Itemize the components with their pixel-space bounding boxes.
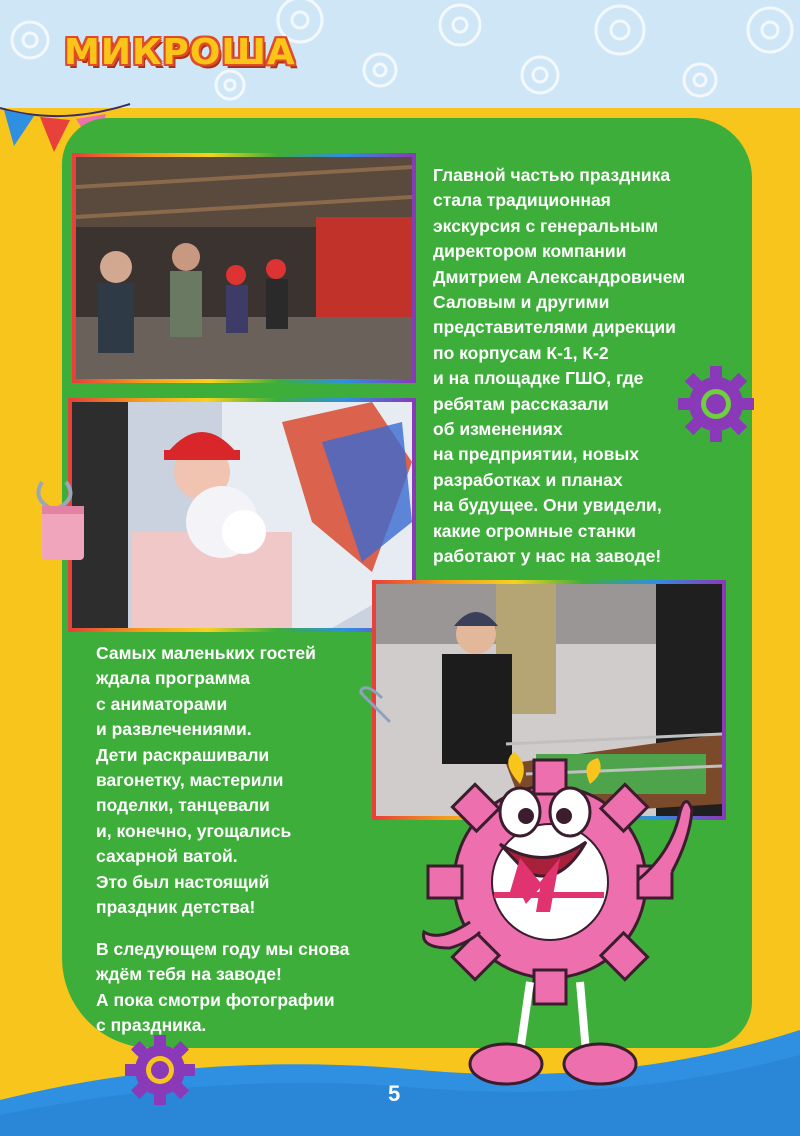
binder-clip-icon [28, 478, 88, 568]
gear-icon [124, 1034, 196, 1106]
kids-text-block [96, 641, 356, 920]
paper-clip-icon [352, 680, 398, 726]
next-year-paragraph: В следующем году мы снова ждём тебя на заводе! А пока смотри фотографии с праздника. [96, 939, 350, 1036]
girl-cotton-candy-image [72, 402, 412, 628]
kids-paragraph: Самых маленьких гостей ждала программа с аниматорами и развлечениями. Дети раскрашивали вагонетку, мастерили поделки, танцевали и, конечно, угощались сахарной ватой. Это был настоящий праздник детства! [96, 643, 316, 918]
tour-paragraph: Главной частью праздника стала традиционная экскурсия с генеральным директором компании Дмитрием Александровичем Саловым и другими представителями дирекции по корпусам К-1, К-2 и на площадке ГШО, где ребятам рассказали об изменениях на предприятии, новых разработках и планах на будущее. Они увидели, какие огромные станки работают у нас на заводе! [433, 165, 686, 567]
logo-text: МИКРОША [64, 32, 296, 73]
factory-tour-photo [72, 153, 416, 383]
girl-cotton-candy-photo [68, 398, 416, 632]
factory-tour-image [76, 157, 412, 379]
page-number: 5 [388, 1081, 401, 1106]
mascot-gear-icon [410, 752, 720, 1092]
tour-text-block [433, 163, 733, 570]
header-banner [0, 0, 800, 108]
